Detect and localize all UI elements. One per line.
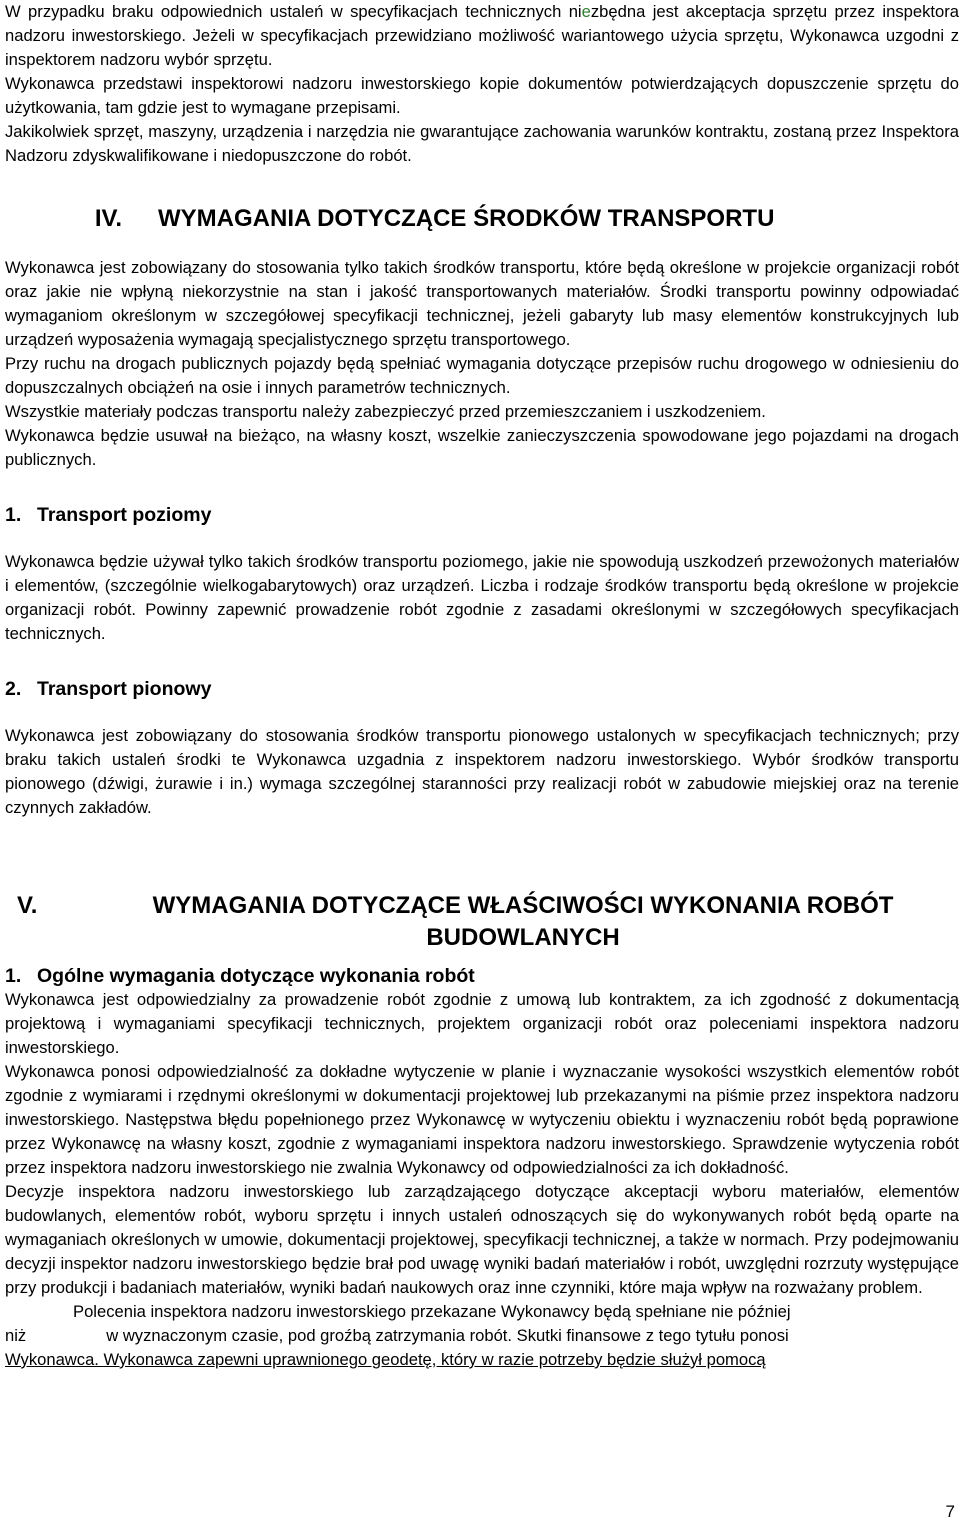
chapter-heading — [5, 890, 959, 954]
highlighted-letter: e — [581, 2, 591, 21]
chapter-title: WYMAGANIA DOTYCZĄCE ŚRODKÓW TRANSPORTU — [158, 205, 775, 232]
paragraph: Wykonawca będzie usuwał na bieżąco, na własny koszt, wszelkie zanieczyszczenia spowodowane jego pojazdami na drogach publicznych. — [5, 426, 959, 469]
text-line: Wykonawca. Wykonawca zapewni uprawnionego geodetę, który w razie potrzeby będzie służył pomocą — [5, 1350, 766, 1369]
text-run: w wyznaczonym czasie, pod groźbą zatrzymania robót. Skutki finansowe z tego tytułu ponosi — [106, 1326, 789, 1345]
paragraph: Wykonawca ponosi odpowiedzialność za dokładne wytyczenie w planie i wyznaczanie wysokości wszystkich elementów robót zgodnie z wymiarami i rzędnymi określonymi w dokumentacji projektowej lub przekazanymi na piśmie przez inspektora nadzoru inwestorskiego. Następstwa błędu popełnionego przez Wykonawcę w wytyczeniu obiektu i wyznaczeniu robót będą poprawione przez Wykonawcę na własny koszt, zgodnie z wymaganiami inspektora nadzoru inwestorskiego. Sprawdzenie wytyczenia robót przez inspektora nadzoru inwestorskiego nie zwalnia Wykonawcy od odpowiedzialności za ich dokładność. — [5, 1062, 959, 1177]
text-run: W przypadku braku odpowiednich ustaleń w specyfikacjach technicznych ni — [5, 2, 582, 21]
paragraph — [5, 1300, 959, 1372]
section-number: 1. — [5, 965, 22, 987]
text-run: zbędna jest akceptacja sprzętu przez inspektora nadzoru inwestorskiego. Jeżeli w specyfikacjach przewidziano możliwość wariantowego użycia sprzętu, Wykonawca uzgodni z inspektorem nadzoru wybór sprzętu. — [5, 2, 959, 69]
chapter-number: IV. — [94, 205, 122, 232]
section-title: Transport pionowy — [37, 678, 212, 700]
section-heading — [5, 502, 959, 528]
paragraph: Wykonawca będzie używał tylko takich środków transportu poziomego, jakie nie spowodują uszkodzeń przewożonych materiałów i elementów, (szczególnie wielkogabarytowych) oraz urządzeń. Liczba i rodzaje środków transportu będą określone w projekcie organizacji robót. Powinny zapewnić prowadzenie robót zgodnie z zasadami określonymi w szczegółowych specyfikacjach technicznych. — [5, 552, 959, 643]
paragraph: Wszystkie materiały podczas transportu należy zabezpieczyć przed przemieszczaniem i uszkodzeniem. — [5, 402, 766, 421]
document-page — [5, 0, 959, 1372]
paragraph — [5, 0, 959, 72]
paragraph: Wykonawca jest odpowiedzialny za prowadzenie robót zgodnie z umową lub kontraktem, za ich zgodność z dokumentacją projektową i wymaganiami specyfikacji technicznych, projektem organizacji robót oraz poleceniami inspektora nadzoru inwestorskiego. — [5, 990, 959, 1057]
paragraph: Decyzje inspektora nadzoru inwestorskiego lub zarządzającego dotyczące akceptacji wyboru materiałów, elementów budowlanych, elementów robót, wyboru sprzętu i innych ustaleń odnoszących się do wykonywanych robót będą oparte na wymaganiach określonych w umowie, dokumentacji projektowej, specyfikacji technicznej, a także w normach. Przy podejmowaniu decyzji inspektor nadzoru inwestorskiego będzie brał pod uwagę wyniki badań materiałów i robót, uwzględni rozrzuty występujące przy produkcji i badaniach materiałów, wyniki badań naukowych oraz inne czynniki, które maja wpływ na rozważany problem. — [5, 1182, 959, 1297]
section-title: Ogólne wymagania dotyczące wykonania robót — [37, 965, 475, 987]
section-title: Transport poziomy — [37, 504, 212, 526]
paragraph: Wykonawca jest zobowiązany do stosowania środków transportu pionowego ustalonych w specyfikacjach technicznych; przy braku takich ustaleń środki te Wykonawca uzgadnia z inspektorem nadzoru inwestorskiego. Wybór środków transportu pionowego (dźwigi, żurawie i in.) wymaga szczególnej staranności przy realizacji robót w zabudowie miejskiej oraz na terenie czynnych zakładów. — [5, 726, 959, 817]
paragraph: Wykonawca przedstawi inspektorowi nadzoru inwestorskiego kopie dokumentów potwierdzających dopuszczenie sprzętu do użytkowania, tam gdzie jest to wymagane przepisami. — [5, 74, 959, 117]
paragraph: Wykonawca jest zobowiązany do stosowania tylko takich środków transportu, które będą określone w projekcie organizacji robót oraz jakie nie wpłyną niekorzystnie na stan i jakość transportowanych materiałów. Środki transportu powinny odpowiadać wymaganiom określonym w szczegółowej specyfikacji technicznej, jeżeli gabaryty lub masy elementów konstrukcyjnych lub urządzeń wyposażenia wymagają specjalistycznego sprzętu transportowego. — [5, 258, 959, 349]
chapter-title: WYMAGANIA DOTYCZĄCE WŁAŚCIWOŚCI WYKONANIA ROBÓT BUDOWLANYCH — [152, 892, 894, 951]
section-number: 1. — [5, 504, 22, 526]
paragraph: Jakikolwiek sprzęt, maszyny, urządzenia i narzędzia nie gwarantujące zachowania warunków kontraktu, zostaną przez Inspektora Nadzoru zdyskwalifikowane i niedopuszczone do robót. — [5, 122, 959, 165]
text-run: niż — [5, 1326, 27, 1345]
chapter-heading — [5, 204, 959, 234]
paragraph: Przy ruchu na drogach publicznych pojazdy będą spełniać wymagania dotyczące przepisów ruchu drogowego w odniesieniu do dopuszczalnych obciążeń na osie i innych parametrów technicznych. — [5, 354, 959, 397]
page-number: 7 — [945, 1502, 955, 1521]
section-heading — [5, 676, 959, 702]
section-number: 2. — [5, 678, 22, 700]
text-line: Polecenia inspektora nadzoru inwestorskiego przekazane Wykonawcy będą spełniane nie później — [73, 1302, 791, 1321]
section-heading — [5, 964, 959, 988]
chapter-number: V. — [17, 892, 38, 919]
